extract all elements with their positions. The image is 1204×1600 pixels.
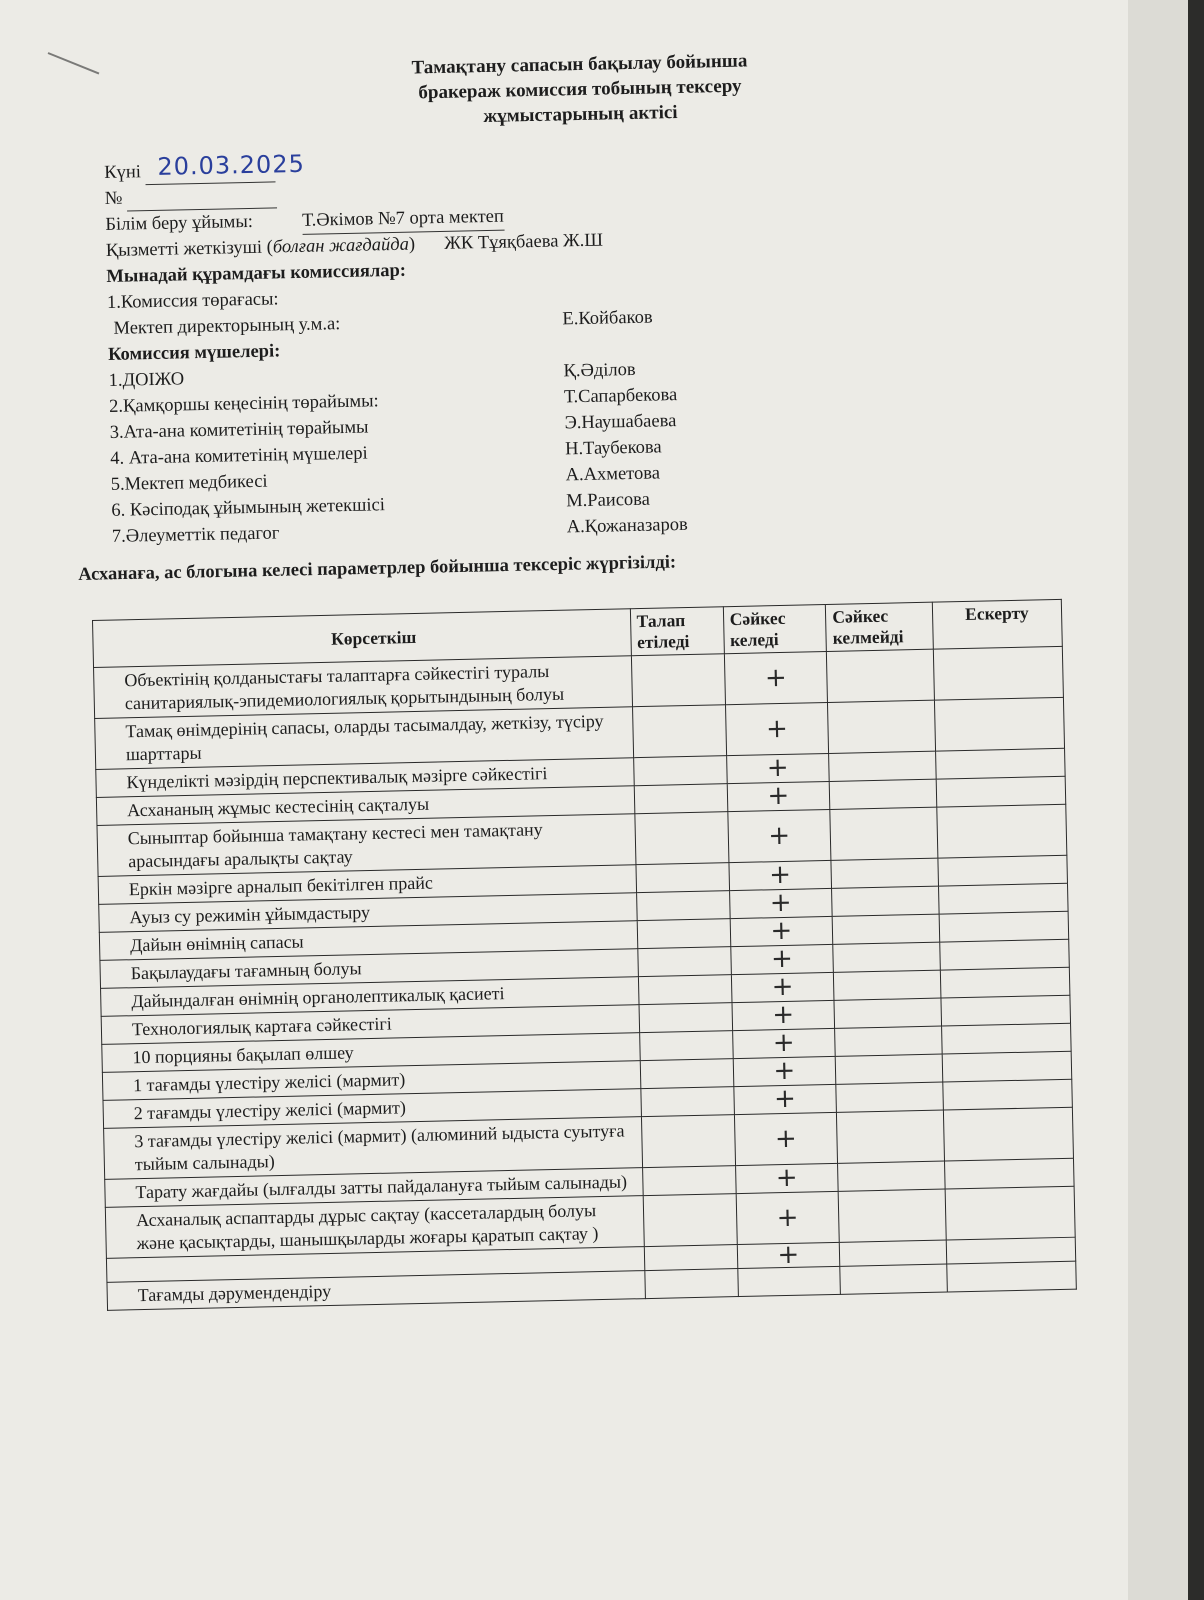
indicator-cell: 2 тағамды үлестіру желісі (мармит) (103, 1089, 641, 1129)
title-line: жұмыстарының актісі (483, 101, 678, 128)
note-cell (944, 1158, 1074, 1189)
indicator-cell: Сыныптар бойынша тамақтану кестесі мен тамақтану арасындағы аралықты сақтау (97, 814, 635, 877)
note-cell (942, 1079, 1072, 1110)
noncompliant-cell (838, 1161, 945, 1191)
noncompliant-cell (829, 779, 936, 809)
indicator-cell: 10 порцияны бақылап өлшеу (102, 1033, 640, 1073)
page-edge (1128, 0, 1188, 1600)
noncompliant-cell (835, 1026, 942, 1056)
member-role: 2.Қамқоршы кеңесінің төрайымы: (108, 391, 379, 417)
indicator-cell: Еркін мәзірге арналып бекітілген прайс (98, 865, 636, 905)
date-value: 20.03.2025 (157, 149, 306, 181)
note-cell (946, 1237, 1076, 1264)
note-cell (941, 1023, 1071, 1054)
chair-name: Е.Койбаков (562, 307, 653, 330)
note-cell (939, 911, 1069, 942)
required-cell (641, 1115, 735, 1168)
note-cell (938, 855, 1068, 886)
supplier-value: ЖК Тұяқбаева Ж.Ш (444, 230, 604, 254)
member-name: А.Ахметова (565, 463, 661, 486)
noncompliant-cell (829, 751, 936, 781)
noncompliant-cell (838, 1189, 946, 1242)
table-body (94, 646, 1077, 1310)
member-name: Э.Наушабаева (564, 411, 677, 434)
header-required: Талап етіледі (630, 607, 724, 656)
note-cell (945, 1186, 1075, 1240)
noncompliant-cell (830, 807, 938, 860)
required-cell (637, 919, 731, 949)
note-cell (934, 697, 1064, 751)
compliant-cell: + (730, 916, 833, 946)
indicator-cell: Объектінің қолданыстағы талаптарға сәйкестігі туралы санитариялық-эпидемиологиялық қорытындының болуы (94, 656, 632, 719)
required-cell (633, 756, 727, 786)
member-name: Н.Таубекова (564, 437, 662, 460)
note-cell (936, 804, 1066, 858)
required-cell (638, 975, 732, 1005)
note-cell (941, 995, 1071, 1026)
note-cell (939, 939, 1069, 970)
indicator-cell: Тамақ өнімдерінің сапасы, оларды тасымалдау, жеткізу, түсіру шарттары (95, 707, 633, 770)
indicator-cell: 3 тағамды үлестіру желісі (мармит) (алюминий ыдыста суытуға тыйым салынады) (104, 1117, 642, 1180)
compliant-cell: + (732, 1028, 835, 1058)
required-cell (642, 1166, 736, 1196)
chair-label: 1.Комиссия төрағасы: (106, 289, 279, 313)
indicator-cell: Ауыз су режимін ұйымдастыру (99, 893, 637, 933)
indicator-cell: Асханалық аспаптарды дұрыс сақтау (кассеталардың болуы және қасықтарды, шанышқыларды жоғары қаратып сақтау ) (105, 1196, 643, 1259)
member-role: 4. Ата-ана комитетінің мүшелері (110, 443, 368, 469)
number-label: № (104, 188, 123, 209)
noncompliant-cell (835, 1054, 942, 1084)
noncompliant-cell (832, 914, 939, 944)
title-line: Тамақтану сапасын бақылау бойынша (411, 50, 748, 79)
noncompliant-cell (828, 700, 936, 753)
noncompliant-cell (834, 970, 941, 1000)
indicator-cell: Тағамды дәрумендендіру (107, 1271, 645, 1311)
members-heading: Комиссия мүшелері: (107, 341, 281, 365)
noncompliant-cell (827, 649, 935, 702)
indicator-cell: Технологиялық картаға сәйкестігі (101, 1005, 639, 1045)
compliant-cell: + (724, 651, 828, 704)
member-role: 5.Мектеп медбикесі (110, 471, 268, 495)
indicator-cell: Асхананың жұмыс кестесінің сақталуы (96, 786, 634, 826)
compliant-cell: + (727, 781, 830, 811)
required-cell (637, 947, 731, 977)
indicator-cell: 1 тағамды үлестіру желісі (мармит) (102, 1061, 640, 1101)
note-cell (943, 1107, 1073, 1161)
compliant-cell: + (726, 753, 829, 783)
indicator-cell: Бақылаудағы тағамның болуы (100, 949, 638, 989)
org-value: Т.Әкімов №7 орта мектеп (302, 204, 504, 235)
supplier-label-end: ) (408, 234, 416, 255)
inspection-intro: Асханаға, ас блогына келесі параметрлер бойынша тексеріс жүргізілді: (78, 552, 677, 585)
required-cell (634, 784, 728, 814)
header-indicator: Көрсеткіш (93, 609, 631, 668)
org-label: Білім беру ұйымы: (105, 211, 254, 235)
date-line (145, 149, 306, 185)
note-cell (942, 1051, 1072, 1082)
required-cell (636, 891, 730, 921)
compliant-cell: + (730, 944, 833, 974)
date-label: Күні (104, 162, 142, 183)
indicator-cell: Күнделікті мәзірдің перспективалық мәзірге сәйкестігі (96, 758, 634, 798)
noncompliant-cell (840, 1264, 947, 1294)
document-title (299, 46, 860, 133)
note-cell (940, 967, 1070, 998)
compliant-cell: + (732, 1000, 835, 1030)
required-cell (644, 1269, 738, 1299)
noncompliant-cell (833, 942, 940, 972)
act-info (104, 146, 792, 550)
noncompliant-cell (831, 858, 938, 888)
supplier-label-italic: болған жағдайда (272, 234, 410, 258)
header-note: Ескерту (932, 599, 1062, 649)
compliant-cell (737, 1266, 840, 1296)
member-name: А.Қожаназаров (566, 514, 688, 538)
noncompliant-cell (836, 1082, 943, 1112)
header-compliant: Сәйкес келеді (723, 604, 827, 653)
note-cell (933, 646, 1063, 700)
noncompliant-cell (837, 1110, 945, 1163)
required-cell (639, 1031, 733, 1061)
inspection-table (92, 599, 1077, 1311)
compliant-cell: + (737, 1242, 840, 1268)
note-cell (936, 776, 1066, 807)
note-cell (946, 1261, 1076, 1292)
commission-heading: Мынадай құрамдағы комиссиялар: (106, 260, 407, 287)
member-role: 1.ДОІЖО (108, 369, 185, 391)
required-cell (632, 705, 726, 758)
required-cell (631, 654, 725, 707)
member-name: Т.Сапарбекова (563, 385, 678, 408)
compliant-cell: + (729, 860, 832, 890)
compliant-cell: + (727, 809, 831, 862)
compliant-cell: + (725, 702, 829, 755)
noncompliant-cell (834, 998, 941, 1028)
required-cell (643, 1194, 737, 1247)
note-cell (938, 883, 1068, 914)
compliant-cell: + (729, 888, 832, 918)
required-cell (639, 1003, 733, 1033)
member-role: 3.Ата-ана комитетінің төрайымы (109, 417, 369, 443)
required-cell (644, 1245, 738, 1271)
compliant-cell: + (731, 972, 834, 1002)
noncompliant-cell (832, 886, 939, 916)
member-role: 6. Кәсіподақ ұйымының жетекшісі (111, 495, 386, 521)
member-name: Қ.Әділов (563, 359, 636, 382)
required-cell (640, 1087, 734, 1117)
title-line: бракераж комиссия тобының тексеру (418, 75, 742, 104)
inspection-table-wrap (92, 599, 1077, 1311)
indicator-cell: Дайын өнімнің сапасы (99, 921, 637, 961)
required-cell (635, 863, 729, 893)
member-role: 7.Әлеуметтік педагог (111, 523, 280, 547)
chair-role: Мектеп директорының у.м.а: (113, 314, 341, 339)
indicator-cell: Дайындалған өнімнің органолептикалық қасиеті (101, 977, 639, 1017)
indicator-cell: Тарату жағдайы (ылғалды затты пайдалануға тыйым салынады) (105, 1168, 643, 1208)
noncompliant-cell (839, 1240, 946, 1266)
compliant-cell: + (733, 1084, 836, 1114)
compliant-cell: + (736, 1191, 840, 1244)
required-cell (634, 812, 728, 865)
member-name: М.Раисова (566, 489, 651, 512)
compliant-cell: + (734, 1112, 838, 1165)
compliant-cell: + (733, 1056, 836, 1086)
header-noncompliant: Сәйкес келмейді (826, 602, 933, 651)
supplier-label: Қызметті жеткізуші ( (105, 237, 274, 261)
note-cell (935, 748, 1065, 779)
compliant-cell: + (735, 1163, 838, 1193)
required-cell (640, 1059, 734, 1089)
